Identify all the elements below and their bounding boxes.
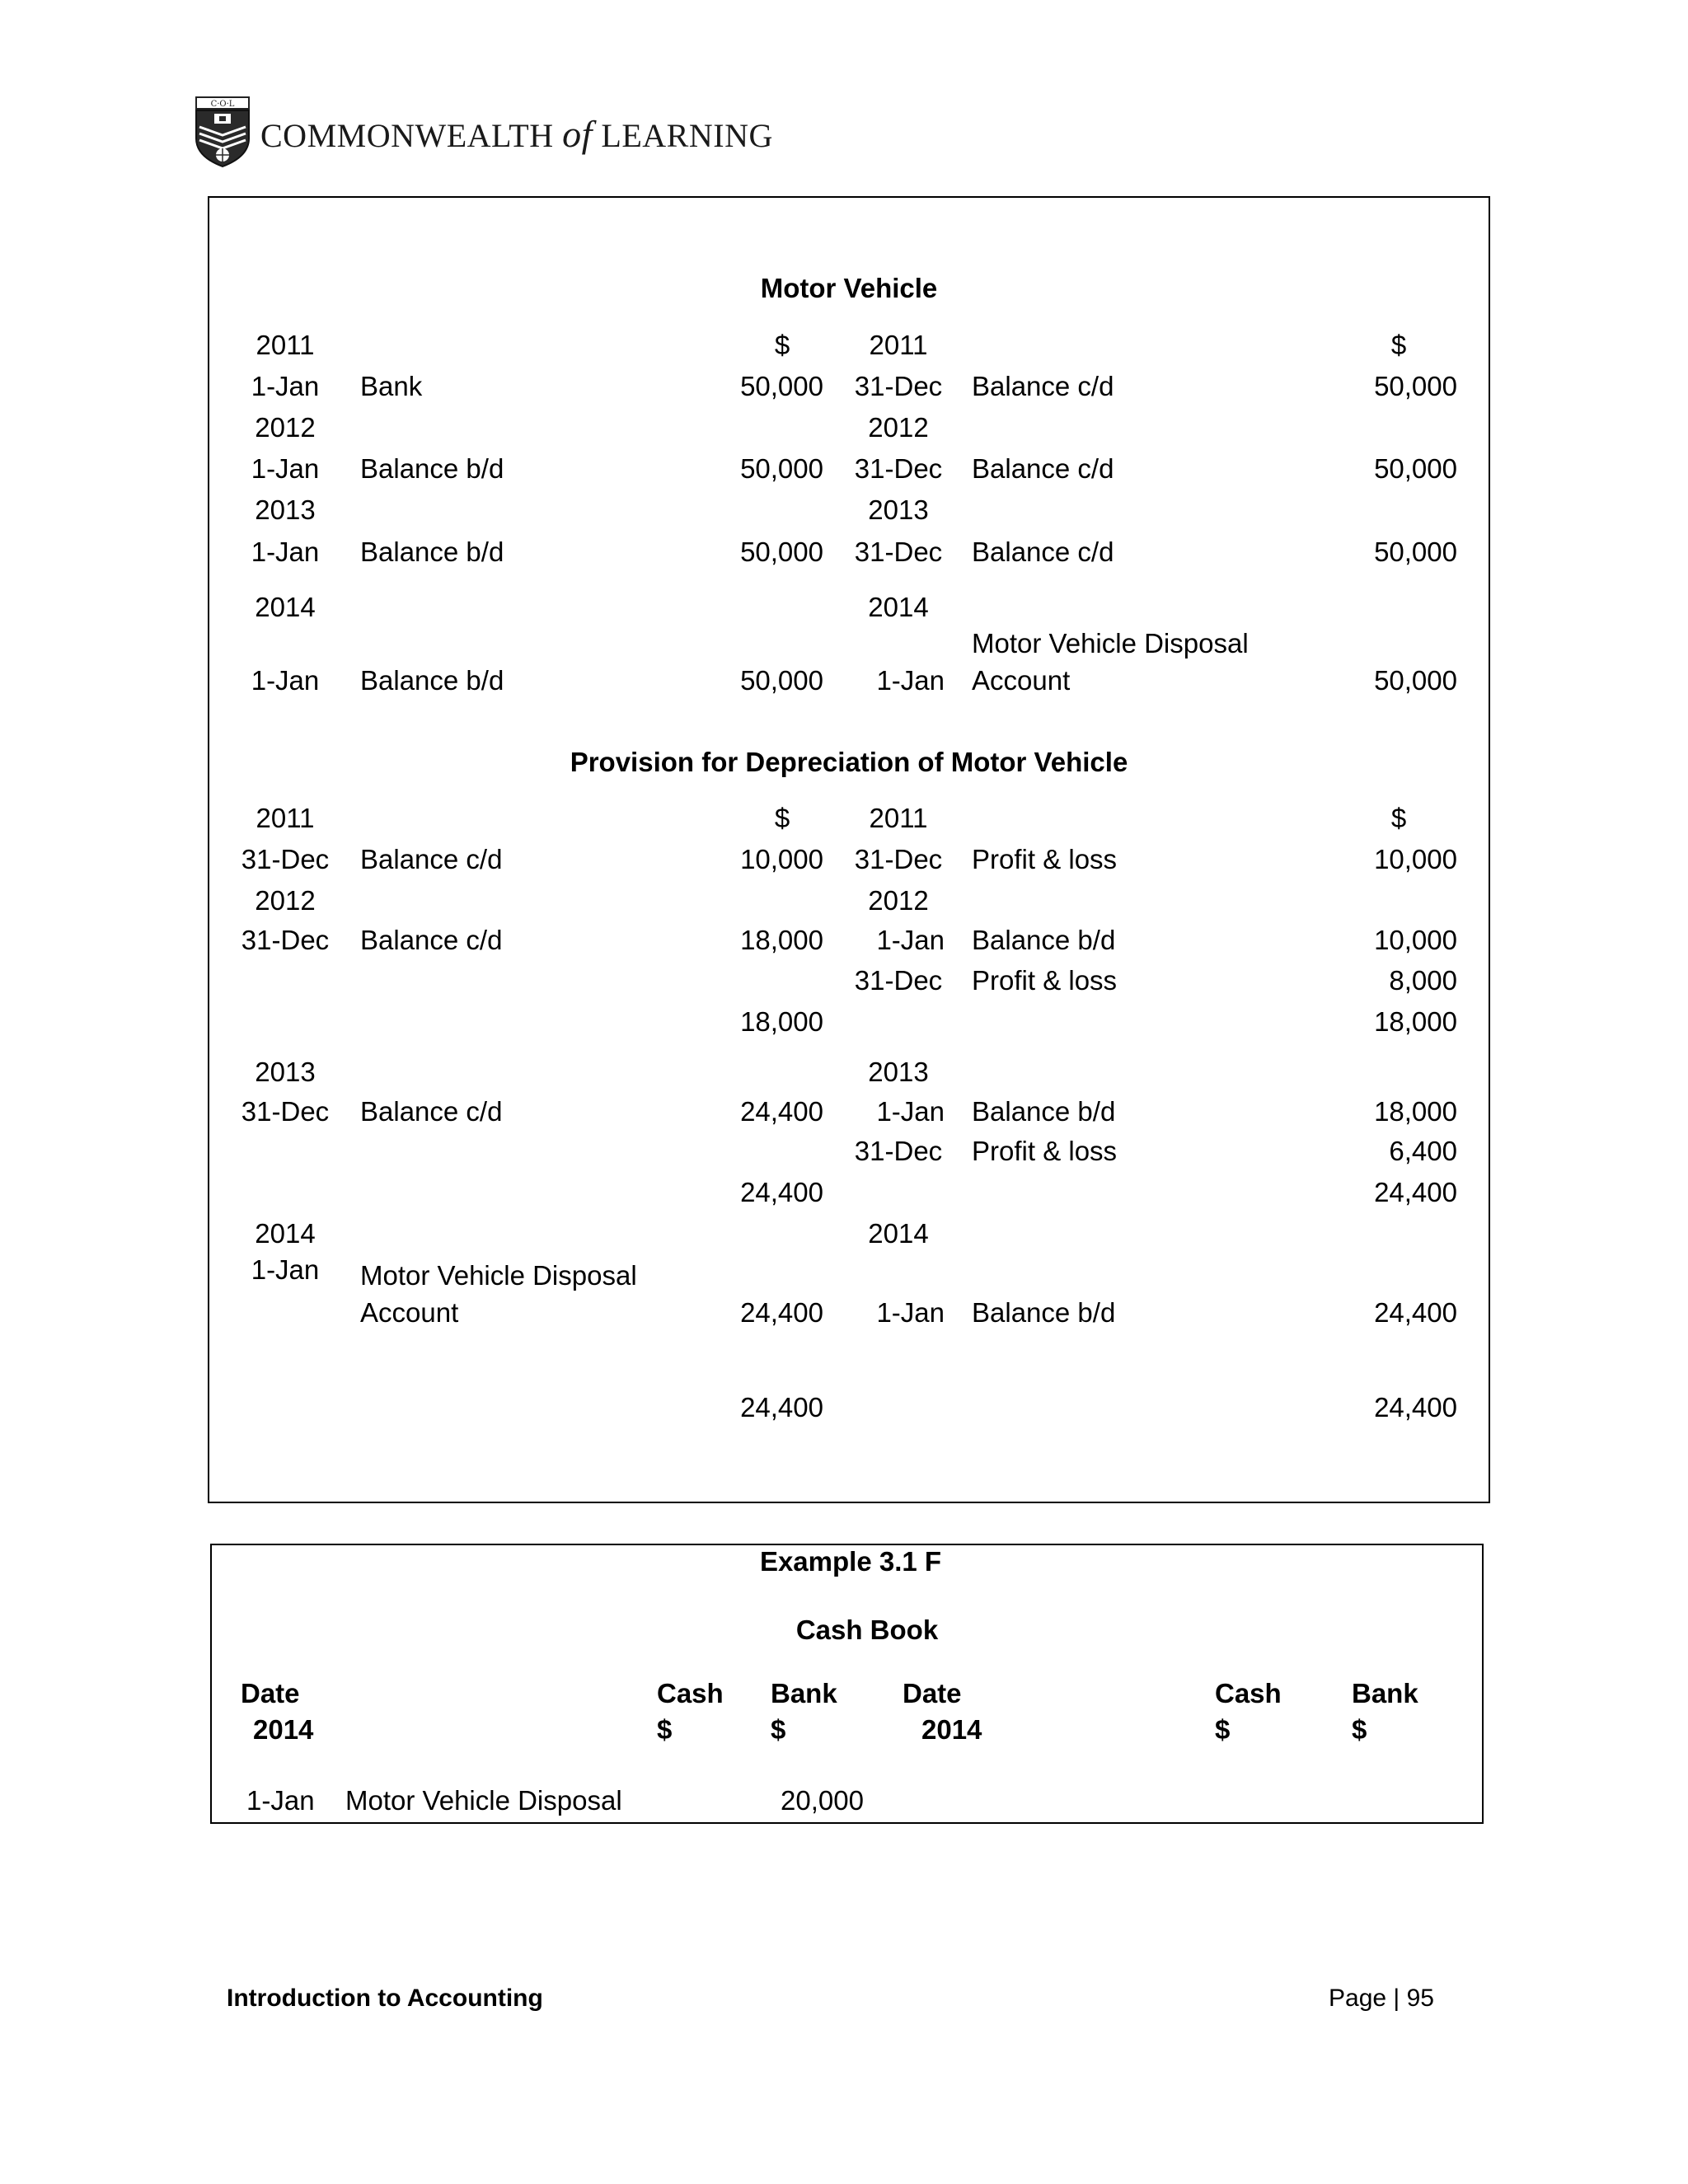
ledger-total: 18,000 <box>1374 1006 1457 1037</box>
ledger-description: Profit & loss <box>972 844 1118 874</box>
provision-title: Provision for Depreciation of Motor Vehicle <box>570 747 1128 777</box>
column-header-dollar: $ <box>1352 1714 1367 1745</box>
ledger-date: 1-Jan <box>251 1254 320 1285</box>
cash-book-box <box>210 1544 1484 1824</box>
organization-name: COMMONWEALTH of LEARNING <box>260 113 773 155</box>
ledger-description: Profit & loss <box>972 1136 1118 1166</box>
ledger-date: 31-Dec <box>854 1136 943 1166</box>
ledger-amount: 10,000 <box>740 844 823 874</box>
ledger-amount: 18,000 <box>740 925 823 955</box>
ledger-description: Balance b/d <box>972 1297 1116 1328</box>
year-label: 2012 <box>868 412 929 443</box>
ledger-total: 24,400 <box>1374 1177 1457 1207</box>
ledger-amount: 10,000 <box>1374 925 1457 955</box>
column-header-cash: Cash <box>657 1678 724 1708</box>
entry-date: 1-Jan <box>246 1785 315 1816</box>
ledger-description: Motor Vehicle Disposal <box>972 628 1249 658</box>
ledger-date: 1-Jan <box>876 1297 945 1328</box>
year-label: 2012 <box>255 412 316 443</box>
ledger-description: Balance b/d <box>972 925 1116 955</box>
ledger-description: Balance b/d <box>360 537 504 567</box>
cr-dollar-header: $ <box>1390 330 1407 360</box>
ledger-amount: 24,400 <box>740 1096 823 1127</box>
column-header-dollar: $ <box>1215 1714 1231 1745</box>
year-label: 2013 <box>255 494 316 525</box>
year-label: 2014 <box>868 1218 929 1249</box>
ledger-total: 24,400 <box>740 1392 823 1422</box>
ledger-accounts-box <box>208 196 1490 1503</box>
ledger-amount: 50,000 <box>740 453 823 484</box>
ledger-description: Balance b/d <box>360 453 504 484</box>
ledger-amount: 50,000 <box>1374 453 1457 484</box>
ledger-description: Motor Vehicle Disposal <box>360 1260 637 1291</box>
ledger-amount: 8,000 <box>1389 965 1457 996</box>
ledger-total: 24,400 <box>740 1177 823 1207</box>
ledger-date: 31-Dec <box>241 1096 330 1127</box>
svg-text:C·O·L: C·O·L <box>210 100 235 109</box>
ledger-date: 31-Dec <box>854 844 943 874</box>
year-label: 2012 <box>868 885 929 916</box>
ledger-amount: 50,000 <box>740 537 823 567</box>
ledger-description: Balance c/d <box>972 537 1114 567</box>
cash-book-title: Cash Book <box>795 1615 939 1645</box>
ledger-date: 31-Dec <box>854 371 943 401</box>
ledger-amount: 50,000 <box>740 371 823 401</box>
ledger-amount: 6,400 <box>1389 1136 1457 1166</box>
dr-year: 2011 <box>256 803 315 833</box>
example-heading: Example 3.1 F <box>759 1546 942 1577</box>
ledger-description: Balance c/d <box>972 371 1114 401</box>
ledger-date: 31-Dec <box>241 844 330 874</box>
ledger-date: 1-Jan <box>876 665 945 696</box>
column-header-dollar: $ <box>771 1714 786 1745</box>
motor-vehicle-title: Motor Vehicle <box>760 273 938 303</box>
ledger-total: 18,000 <box>740 1006 823 1037</box>
footer-title: Introduction to Accounting <box>227 1985 543 2012</box>
year-label: 2012 <box>255 885 316 916</box>
ledger-amount: 24,400 <box>1374 1297 1457 1328</box>
ledger-date: 31-Dec <box>854 965 943 996</box>
ledger-amount: 10,000 <box>1374 844 1457 874</box>
ledger-amount: 50,000 <box>740 665 823 696</box>
ledger-date: 1-Jan <box>876 1096 945 1127</box>
ledger-description: Balance c/d <box>360 1096 503 1127</box>
ledger-date: 1-Jan <box>251 371 320 401</box>
ledger-date: 31-Dec <box>854 537 943 567</box>
col-shield-icon <box>195 96 251 168</box>
ledger-amount: 50,000 <box>1374 371 1457 401</box>
cr-year: 2011 <box>869 803 928 833</box>
ledger-date: 1-Jan <box>251 453 320 484</box>
ledger-date: 1-Jan <box>251 537 320 567</box>
ledger-description: Account <box>360 1297 459 1328</box>
ledger-date: 31-Dec <box>241 925 330 955</box>
year-label: 2014 <box>868 592 929 622</box>
ledger-date: 31-Dec <box>854 453 943 484</box>
dr-dollar-header: $ <box>774 803 790 833</box>
ledger-total: 24,400 <box>1374 1392 1457 1422</box>
cr-year: 2011 <box>869 330 928 360</box>
column-header-year: 2014 <box>921 1714 982 1745</box>
ledger-amount: 18,000 <box>1374 1096 1457 1127</box>
ledger-description: Balance c/d <box>360 925 503 955</box>
column-header-bank: Bank <box>1352 1678 1418 1708</box>
year-label: 2013 <box>255 1057 316 1087</box>
ledger-description: Account <box>972 665 1071 696</box>
dr-dollar-header: $ <box>774 330 790 360</box>
entry-description: Motor Vehicle Disposal <box>345 1785 622 1816</box>
ledger-description: Balance b/d <box>360 665 504 696</box>
entry-bank-amount: 20,000 <box>781 1785 864 1816</box>
year-label: 2014 <box>255 1218 316 1249</box>
column-header-bank: Bank <box>771 1678 837 1708</box>
column-header-dollar: $ <box>657 1714 673 1745</box>
ledger-description: Balance b/d <box>972 1096 1116 1127</box>
ledger-description: Balance c/d <box>972 453 1114 484</box>
year-label: 2013 <box>868 494 929 525</box>
page-number: Page | 95 <box>1329 1985 1434 2012</box>
column-header-year: 2014 <box>253 1714 314 1745</box>
ledger-date: 1-Jan <box>251 665 320 696</box>
column-header-date: Date <box>903 1678 962 1708</box>
dr-year: 2011 <box>256 330 315 360</box>
ledger-description: Balance c/d <box>360 844 503 874</box>
ledger-description: Bank <box>360 371 423 401</box>
year-label: 2013 <box>868 1057 929 1087</box>
ledger-amount: 50,000 <box>1374 665 1457 696</box>
year-label: 2014 <box>255 592 316 622</box>
ledger-description: Profit & loss <box>972 965 1118 996</box>
column-header-cash: Cash <box>1215 1678 1282 1708</box>
column-header-date: Date <box>241 1678 300 1708</box>
cr-dollar-header: $ <box>1390 803 1407 833</box>
ledger-date: 1-Jan <box>876 925 945 955</box>
ledger-amount: 50,000 <box>1374 537 1457 567</box>
ledger-amount: 24,400 <box>740 1297 823 1328</box>
